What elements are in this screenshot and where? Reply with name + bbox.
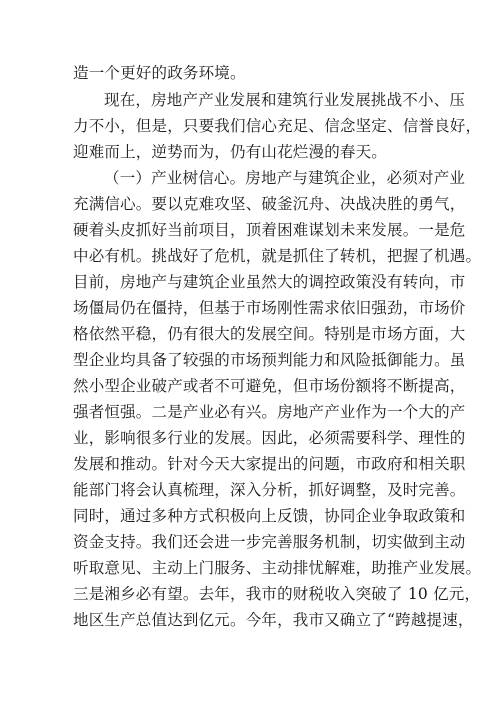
text-line: 业，影响很多行业的发展。因此，必须需要科学、理性的 (73, 429, 466, 447)
text-line: 地区生产总值达到亿元。今年，我市又确立了“跨越提速， (73, 611, 474, 629)
text-line: 强者恒强。二是产业必有兴。房地产产业作为一个大的产 (73, 403, 466, 421)
text-line: 场僵局仍在僵持，但基于市场刚性需求依旧强劲，市场价 (73, 299, 466, 317)
text-line: 目前，房地产与建筑企业虽然大的调控政策没有转向，市 (73, 273, 466, 291)
text-line: （一）产业树信心。房地产与建筑企业，必须对产业 (104, 169, 466, 187)
text-line: 然小型企业破产或者不可避免，但市场份额将不断提高， (73, 377, 466, 395)
text-line: 同时，通过多种方式积极向上反馈，协同企业争取政策和 (73, 507, 466, 525)
body-text (73, 60, 433, 86)
text-line: 资金支持。我们还会进一步完善服务机制，切实做到主动 (73, 533, 466, 551)
text-line: 听取意见、主动上门服务、主动排忧解难，助推产业发展。 (73, 559, 482, 577)
text-line: 现在，房地产产业发展和建筑行业发展挑战不小、压 (104, 91, 466, 109)
paragraph-current-situation (73, 87, 482, 165)
text-line: 型企业均具备了较强的市场预判能力和风险抵御能力。虽 (73, 351, 466, 369)
paragraph-industry-confidence (73, 165, 482, 633)
text-line: 能部门将会认真梳理，深入分析，抓好调整，及时完善。 (73, 481, 466, 499)
text-line: 造一个更好的政务环境。 (73, 64, 246, 82)
text-line: 三是湘乡必有望。去年，我市的财税收入突破了 10 亿元， (73, 585, 481, 603)
text-line: 迎难而上，逆势而为，仍有山花烂漫的春天。 (73, 143, 388, 161)
text-line: 中必有机。挑战好了危机，就是抓住了转机，把握了机遇。 (73, 247, 482, 265)
text-line: 格依然平稳，仍有很大的发展空间。特别是市场方面，大 (73, 325, 466, 343)
text-line: 硬着头皮抓好当前项目，顶着困难谋划未来发展。一是危 (73, 221, 466, 239)
text-line: 力不小，但是，只要我们信心充足、信念坚定、信誉良好， (73, 117, 482, 135)
text-line: 充满信心。要以克难攻坚、破釜沉舟、决战决胜的勇气， (73, 195, 466, 213)
text-line: 发展和推动。针对今天大家提出的问题，市政府和相关职 (73, 455, 466, 473)
